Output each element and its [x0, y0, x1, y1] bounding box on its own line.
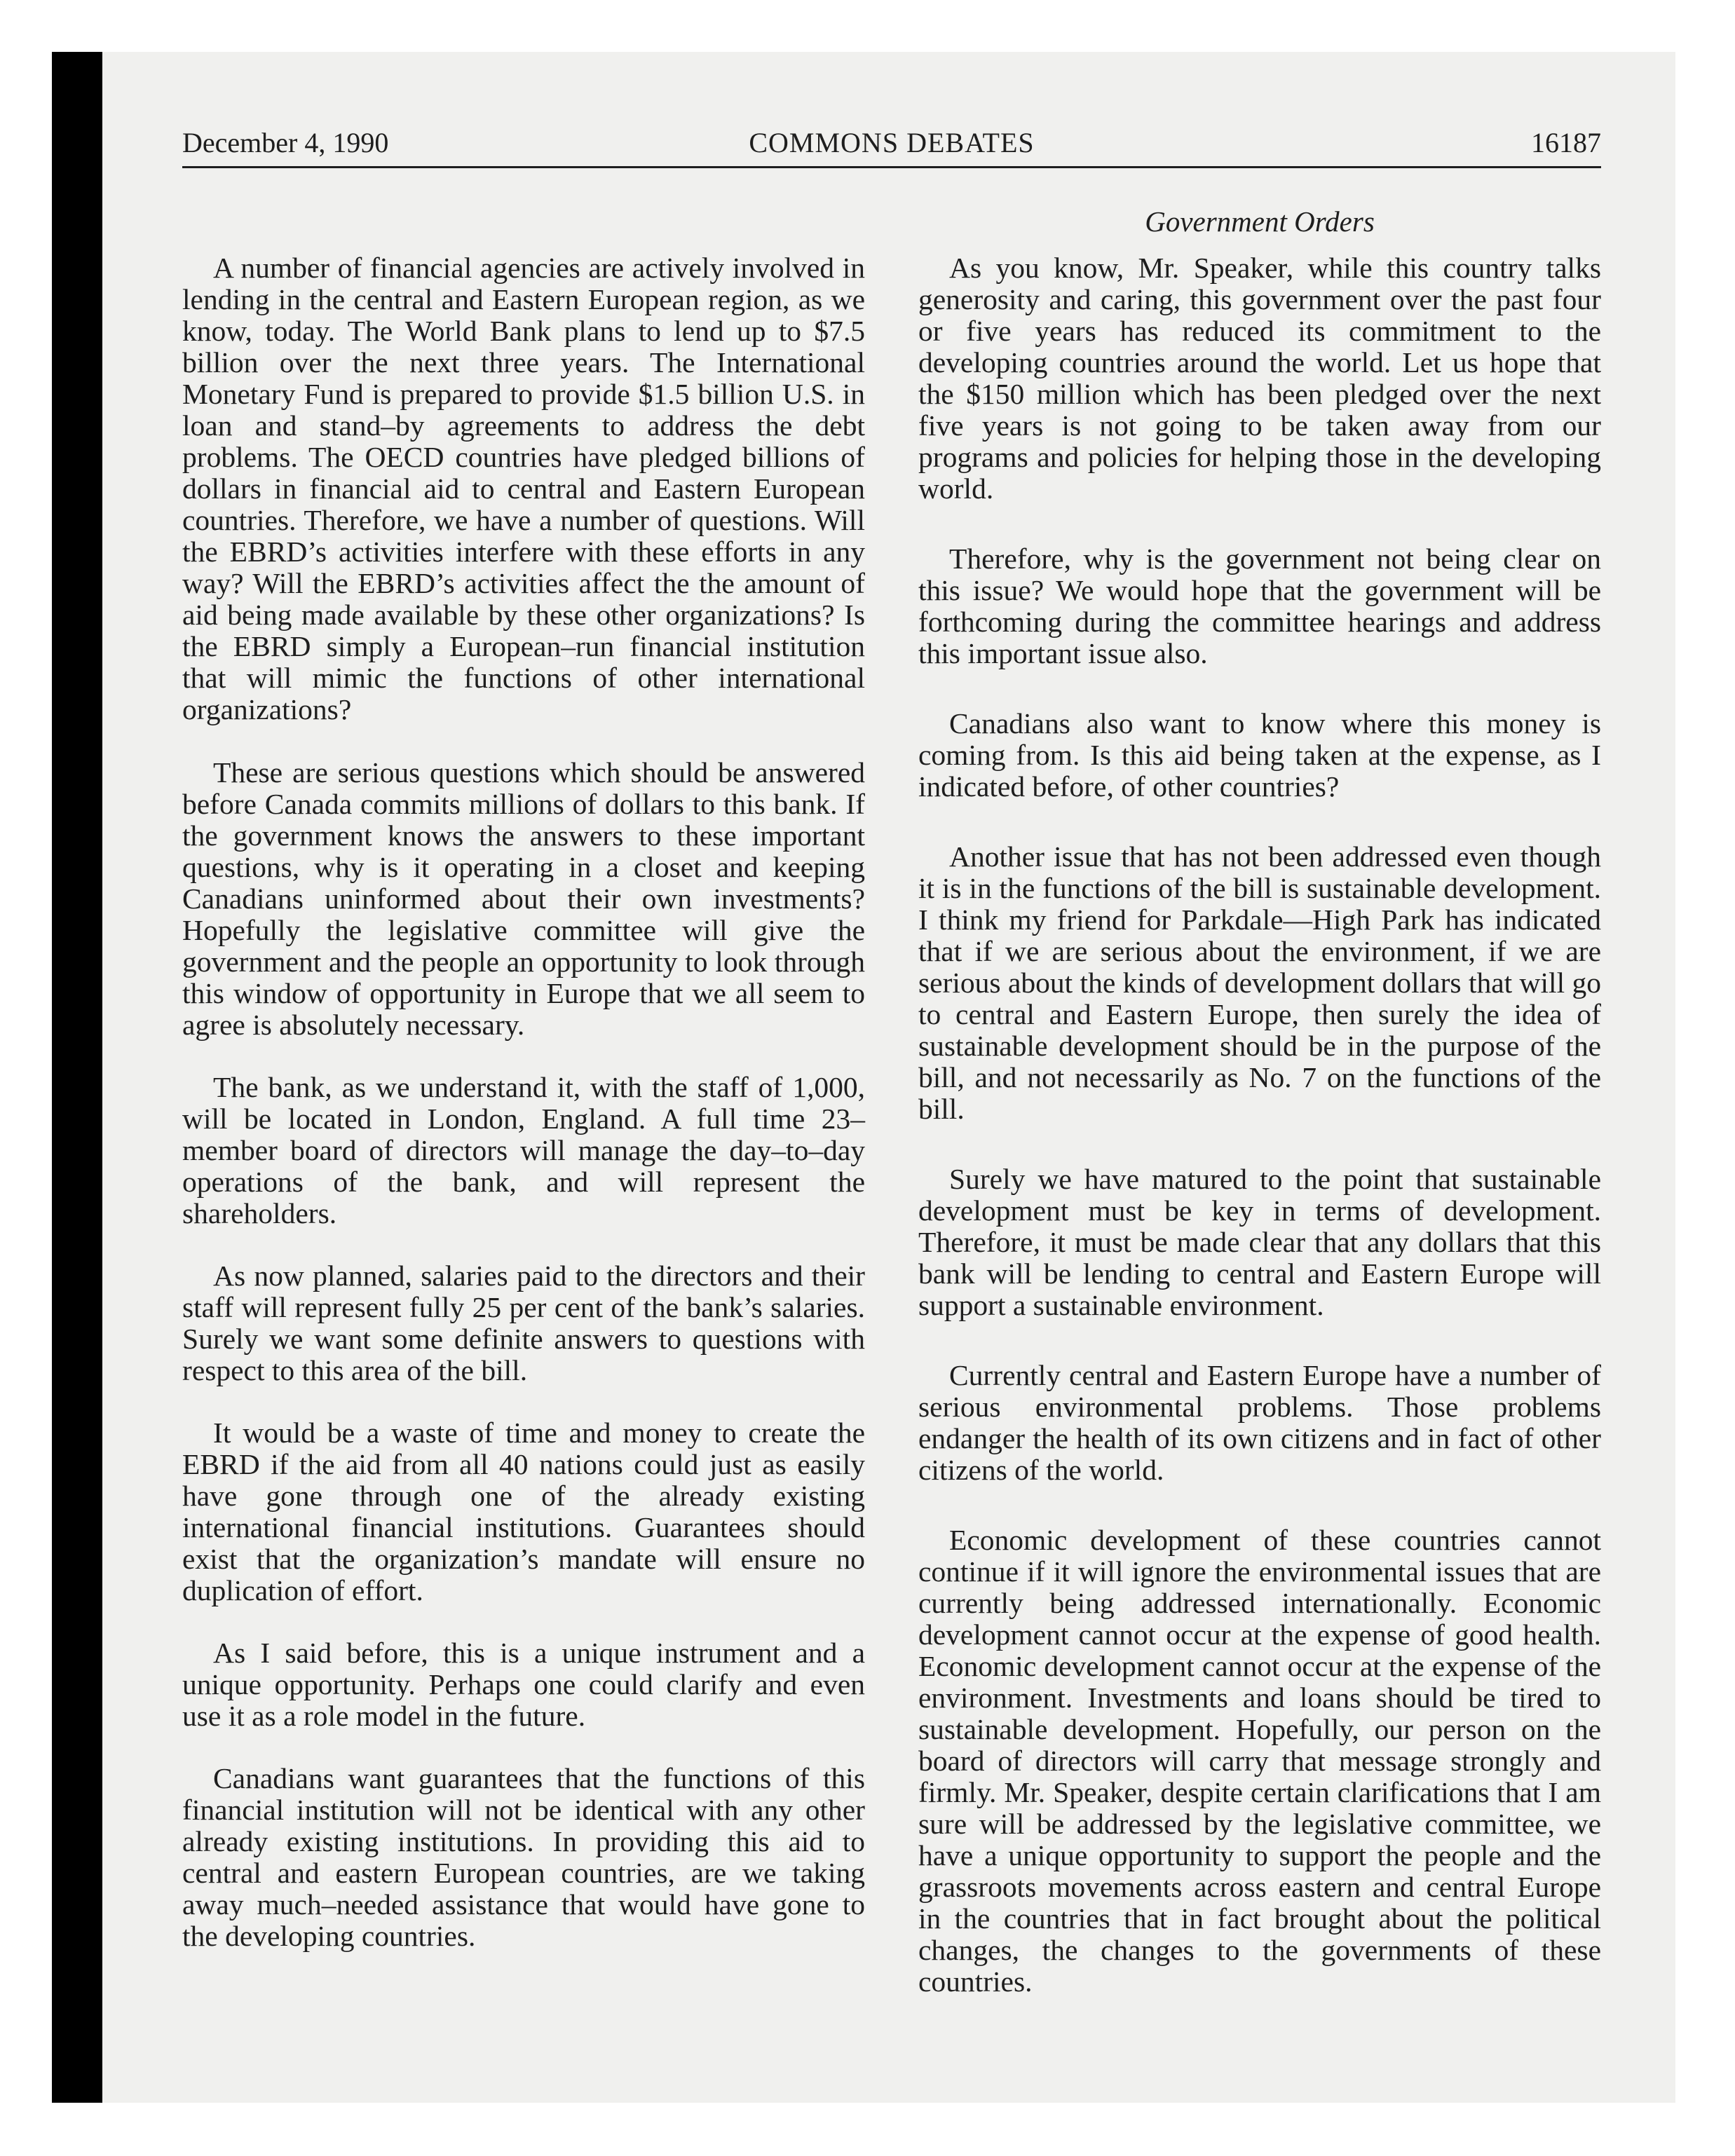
running-header: [182, 123, 1601, 163]
right-column: [918, 252, 1601, 1998]
header-journal-title: COMMONS DEBATES: [749, 127, 1035, 158]
paragraph: As now planned, salaries paid to the directors and their staff will represent fully 25 per cent of the bank’s salaries. Surely we want some definite answers to questions with respect to this area of the bill.: [182, 1260, 865, 1386]
paragraph: Canadians want guarantees that the functions of this financial institution will not be identical with any other already existing institutions. In providing this aid to central and eastern European countries, are we taking away much–needed assistance that would have gone to the developing countries.: [182, 1762, 865, 1952]
left-column: [182, 252, 865, 1952]
paragraph: These are serious questions which should be answered before Canada commits millions of dollars to this bank. If the government knows the answers to these important questions, why is it operating in a closet and keeping Canadians uninformed about their own investments? Hopefully the legislative committee will give the government and the people an opportunity to look through this window of opportunity in Europe that we all seem to agree is absolutely necessary.: [182, 756, 865, 1041]
paragraph: Therefore, why is the government not being clear on this issue? We would hope that the government will be forthcoming during the committee hearings and address this important issue also.: [918, 543, 1601, 669]
paragraph: As you know, Mr. Speaker, while this country talks generosity and caring, this government over the past four or five years has reduced its commitment to the developing countries around the world. Let us hope that the $150 million which has been pledged over the next five years is not going to be taken away from our programs and policies for helping those in the developing world.: [918, 252, 1601, 505]
paragraph: The bank, as we understand it, with the staff of 1,000, will be located in London, England. A full time 23–member board of directors will manage the day–to–day operations of the bank, and will represent the shareholders.: [182, 1071, 865, 1229]
header-page-number: 16187: [1531, 127, 1601, 158]
paragraph: Canadians also want to know where this money is coming from. Is this aid being taken at the expense, as I indicated before, of other countries?: [918, 707, 1601, 803]
paragraph: As I said before, this is a unique instrument and a unique opportunity. Perhaps one could clarify and even use it as a role model in the future.: [182, 1637, 865, 1732]
scan-binding-edge: [52, 52, 102, 2103]
paragraph: Currently central and Eastern Europe have a number of serious environmental problems. Those problems endanger the health of its own citizens and in fact of other citizens of the world.: [918, 1359, 1601, 1486]
paragraph: Another issue that has not been addressed even though it is in the functions of the bill is sustainable development. I think my friend for Parkdale—High Park has indicated that if we are serious about the environment, if we are serious about the kinds of development dollars that will go to central and Eastern Europe, then surely the idea of sustainable development should be in the purpose of the bill, and not necessarily as No. 7 on the functions of the bill.: [918, 840, 1601, 1125]
header-rule: [182, 166, 1601, 168]
section-heading: Government Orders: [1145, 205, 1375, 238]
paragraph: Surely we have matured to the point that sustainable development must be key in terms of development. Therefore, it must be made clear that any dollars that this bank will be lending to central and Eastern Europe will support a sustainable environment.: [918, 1163, 1601, 1321]
paragraph: A number of financial agencies are actively involved in lending in the central and Eastern European region, as we know, today. The World Bank plans to lend up to $7.5 billion over the next three years. The International Monetary Fund is prepared to provide $1.5 billion U.S. in loan and stand–by agreements to address the debt problems. The OECD countries have pledged billions of dollars in financial aid to central and Eastern European countries. Therefore, we have a number of questions. Will the EBRD’s activities interfere with these efforts in any way? Will the EBRD’s activities affect the the amount of aid being made available by these other organizations? Is the EBRD simply a European–run financial institution that will mimic the functions of other international organizations?: [182, 252, 865, 725]
paragraph: It would be a waste of time and money to create the EBRD if the aid from all 40 nations could just as easily have gone through one of the already existing international financial institutions. Guarantees should exist that the organization’s mandate will ensure no duplication of effort.: [182, 1417, 865, 1606]
paragraph: Economic development of these countries cannot continue if it will ignore the environmental issues that are currently being addressed internationally. Economic development cannot occur at the expense of good health. Economic development cannot occur at the expense of the environment. Investments and loans should be tired to sustainable development. Hopefully, our person on the board of directors will carry that message strongly and firmly. Mr. Speaker, despite certain clarifications that I am sure will be addressed by the legislative committee, we have a unique opportunity to support the people and the grassroots movements across eastern and central Europe in the countries that in fact brought about the political changes, the changes to the governments of these countries.: [918, 1524, 1601, 1998]
header-date: December 4, 1990: [182, 127, 389, 158]
